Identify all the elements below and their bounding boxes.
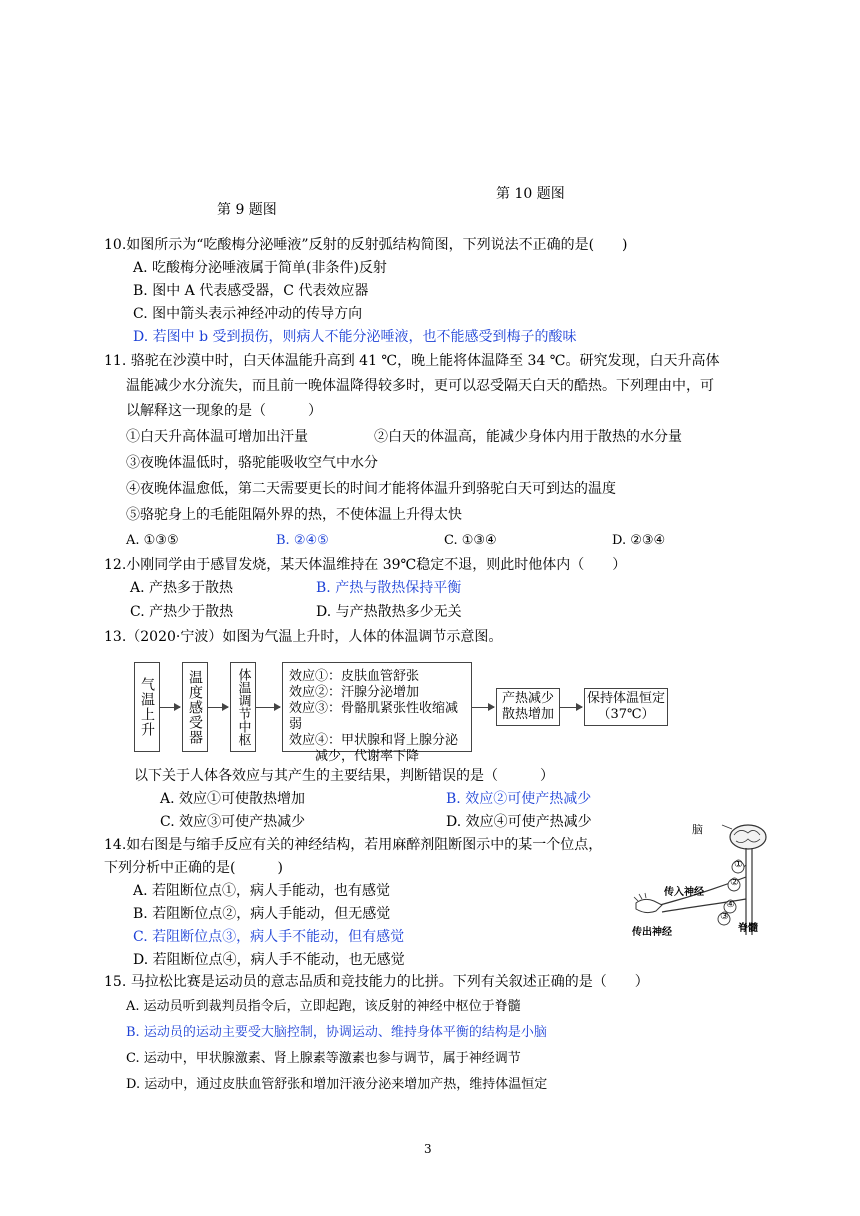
flow-arrow	[560, 707, 582, 708]
q10-option-b: B. 图中 A 代表感受器，C 代表效应器	[133, 283, 369, 299]
label-afferent-nerve: 传入神经	[664, 887, 704, 898]
question-14-stem-1: 14.如右图是与缩手反应有关的神经结构，若用麻醉剂阻断图示中的某一个位点，	[104, 837, 603, 853]
q12-option-c: C. 产热少于散热	[130, 604, 234, 620]
question-14-stem-2: 下列分析中正确的是( )	[104, 860, 283, 876]
label-brain: 脑	[692, 823, 703, 836]
effect-4-cont: 减少，代谢率下降	[289, 749, 420, 764]
flow-box-thermoreceptor: 温度感受器	[182, 662, 208, 752]
q11-item-1: ①白天升高体温可增加出汗量	[126, 429, 308, 445]
q14-option-c: C. 若阻断位点③，病人手不能动，但有感觉	[133, 929, 405, 945]
question-10-stem: 10.如图所示为“吃酸梅分泌唾液”反射的反射弧结构简图，下列说法不正确的是( )	[104, 237, 628, 253]
q15-option-a: A. 运动员听到裁判员指令后，立即起跑，该反射的神经中枢位于脊髓	[126, 999, 521, 1014]
flow-box-regulation-center: 体温调节中枢	[230, 662, 256, 752]
q11-item-5: ⑤骆驼身上的毛能阻隔外界的热，不使体温上升得太快	[126, 507, 462, 523]
q12-option-a: A. 产热多于散热	[130, 580, 234, 596]
q14-option-d: D. 若阻断位点④，病人手不能动，也无感觉	[133, 952, 405, 968]
page-number: 3	[424, 1142, 432, 1156]
q11-item-3: ③夜晚体温低时，骆驼能吸收空气中水分	[126, 455, 378, 471]
question-13-stem: 13.（2020·宁波）如图为气温上升时，人体的体温调节示意图。	[104, 629, 503, 645]
q10-option-d: D. 若图中 b 受到损伤，则病人不能分泌唾液，也不能感受到梅子的酸味	[133, 329, 577, 345]
question-11-stem-2: 温能减少水分流失，而且前一晚体温降得较多时，更可以忍受隔天白天的酷热。下列理由中，可	[126, 378, 714, 394]
flow-box-temperature-rise: 气温上升	[134, 662, 160, 752]
flow-box-stable-temperature: 保持体温恒定 （37℃）	[584, 688, 668, 726]
figure-caption-10: 第 10 题图	[496, 186, 565, 202]
q13-option-d: D. 效应④可使产热减少	[446, 814, 592, 830]
q10-option-c: C. 图中箭头表示神经冲动的传导方向	[133, 306, 363, 322]
flow-box-effects	[282, 662, 472, 764]
q13-option-b: B. 效应②可使产热减少	[446, 791, 592, 807]
q14-option-b: B. 若阻断位点②，病人手能动，但无感觉	[133, 906, 391, 922]
question-15-stem: 15. 马拉松比赛是运动员的意志品质和竞技能力的比拼。下列有关叙述正确的是（ ）	[104, 974, 649, 990]
effect-3: 效应③：骨骼肌紧张性收缩减弱	[289, 701, 459, 732]
label-spinal-cord: 脊髓	[738, 923, 758, 934]
q15-option-c: C. 运动中，甲状腺激素、肾上腺素等激素也参与调节，属于神经调节	[126, 1051, 521, 1066]
q10-option-a: A. 吃酸梅分泌唾液属于简单(非条件)反射	[133, 260, 387, 276]
effect-2: 效应②：汗腺分泌增加	[289, 685, 420, 700]
q11-option-a: A. ①③⑤	[126, 533, 179, 548]
q13-option-c: C. 效应③可使产热减少	[160, 814, 306, 830]
label-point-1: ①	[734, 859, 743, 870]
q12-option-b: B. 产热与散热保持平衡	[316, 580, 462, 596]
question-11-stem-3: 以解释这一现象的是（ ）	[126, 403, 322, 419]
flow-arrow	[160, 707, 180, 708]
flow-arrow	[256, 707, 280, 708]
label-point-2: ②	[730, 877, 739, 888]
flow-arrow	[472, 707, 494, 708]
flow-box-result: 产热减少 散热增加	[496, 688, 560, 726]
label-point-4: ④	[726, 899, 735, 910]
q15-option-b: B. 运动员的运动主要受大脑控制，协调运动、维持身体平衡的结构是小脑	[126, 1025, 547, 1040]
question-13-prompt: 以下关于人体各效应与其产生的主要结果，判断错误的是（ ）	[134, 768, 554, 784]
effect-4: 效应④：甲状腺和肾上腺分泌	[289, 733, 459, 748]
label-efferent-nerve: 传出神经	[632, 927, 672, 938]
question-12-stem: 12.小刚同学由于感冒发烧，某天体温维持在 39℃稳定不退，则此时他体内（ ）	[104, 557, 627, 573]
figure-caption-9: 第 9 题图	[217, 202, 277, 218]
q15-option-d: D. 运动中，通过皮肤血管舒张和增加汗液分泌来增加产热，维持体温恒定	[126, 1077, 548, 1092]
question-11-stem-1: 11. 骆驼在沙漠中时，白天体温能升高到 41 ℃，晚上能将体温降至 34 ℃。研究发现，白天升高体	[104, 353, 720, 369]
flow-arrow	[208, 707, 228, 708]
q12-option-d: D. 与产热散热多少无关	[316, 604, 462, 620]
q11-option-c: C. ①③④	[444, 533, 497, 548]
q11-item-4: ④夜晚体温愈低，第二天需要更长的时间才能将体温升到骆驼白天可到达的温度	[126, 481, 616, 497]
q13-option-a: A. 效应①可使散热增加	[160, 791, 306, 807]
q11-option-b: B. ②④⑤	[276, 533, 329, 548]
q11-item-2: ②白天的体温高，能减少身体内用于散热的水分量	[374, 429, 682, 445]
q11-option-d: D. ②③④	[612, 533, 666, 548]
effect-1: 效应①：皮肤血管舒张	[289, 669, 420, 684]
reflex-arc-figure	[630, 815, 780, 950]
q14-option-a: A. 若阻断位点①，病人手能动，也有感觉	[133, 883, 391, 899]
label-point-3: ③	[720, 911, 729, 922]
